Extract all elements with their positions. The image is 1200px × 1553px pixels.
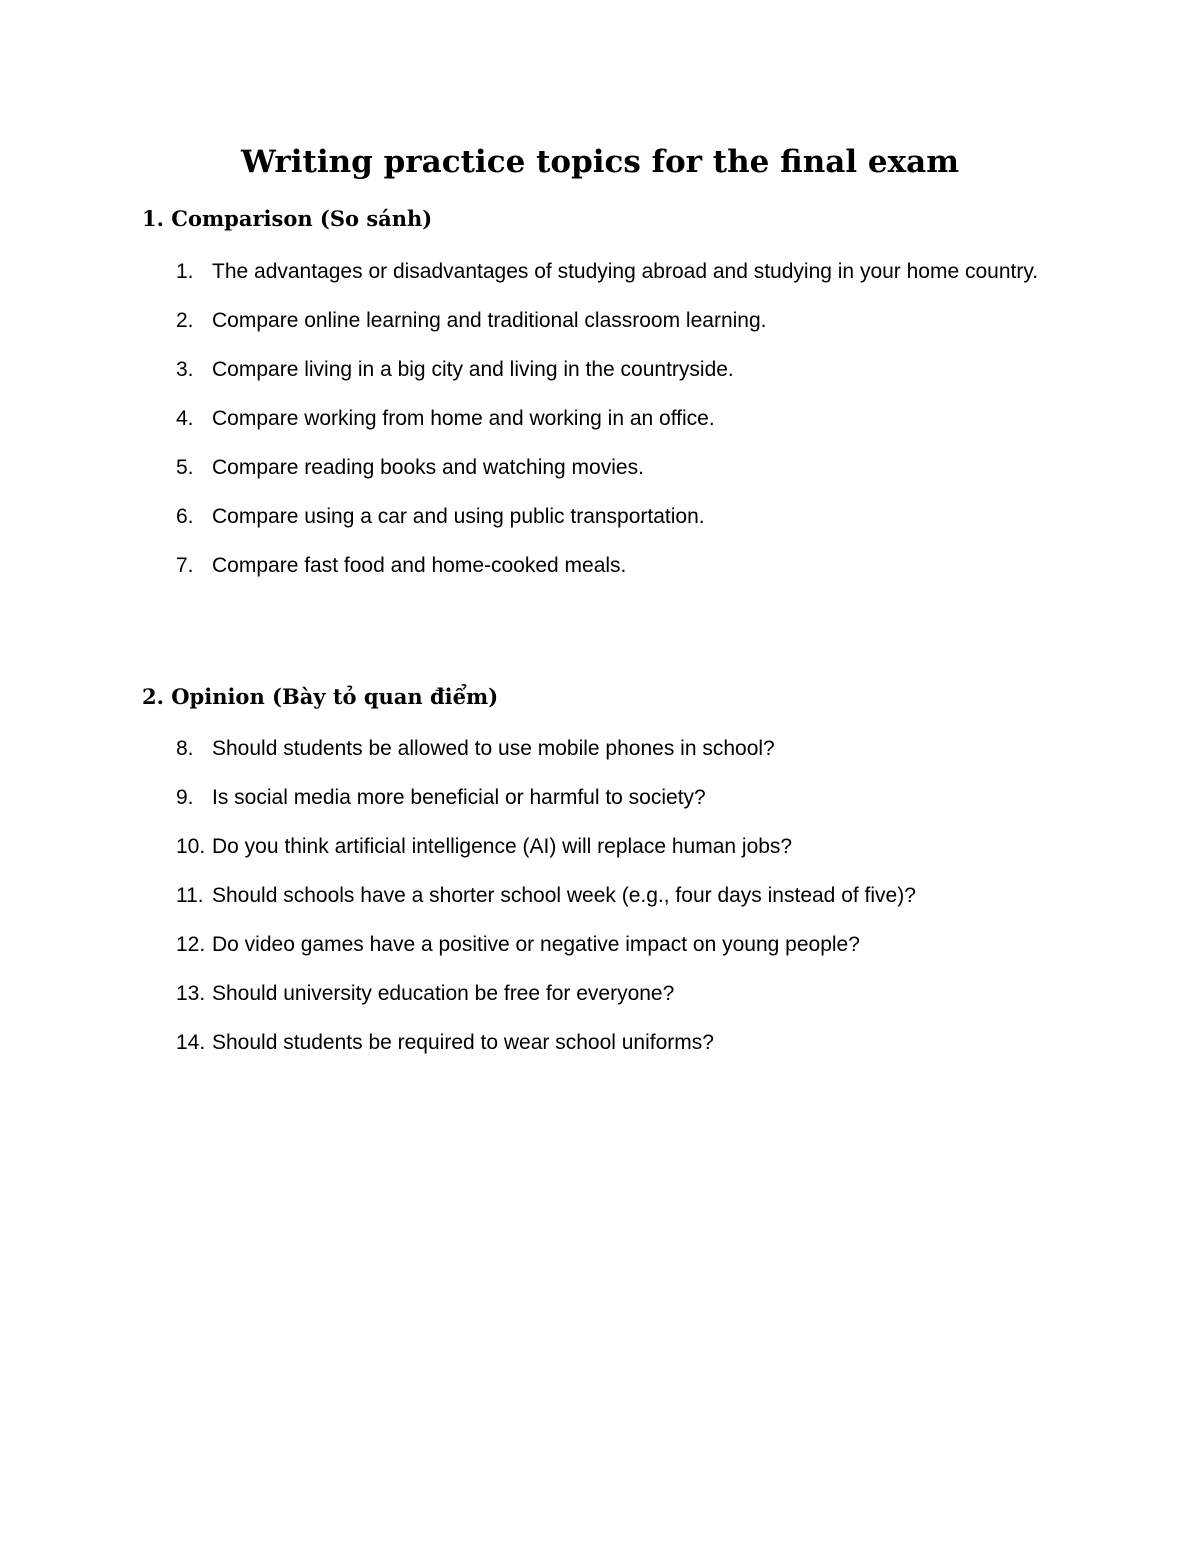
list-item (0, 830, 1200, 863)
item-text: Is social media more beneficial or harmful to society? (212, 786, 706, 809)
list-item (0, 500, 1200, 533)
item-number: 8. (176, 737, 194, 760)
list-item (0, 977, 1200, 1010)
item-text: Do video games have a positive or negative impact on young people? (212, 933, 860, 956)
list-item (0, 781, 1200, 814)
list-item (0, 549, 1200, 582)
list-item (0, 879, 1200, 912)
item-number: 5. (176, 456, 194, 479)
item-text: Compare online learning and traditional classroom learning. (212, 309, 767, 332)
item-text: Should students be allowed to use mobile phones in school? (212, 737, 775, 760)
item-number: 10. (176, 835, 206, 858)
item-text: The advantages or disadvantages of studying abroad and studying in your home country. (212, 260, 1039, 283)
item-number: 1. (176, 260, 194, 283)
item-text: Compare using a car and using public transportation. (212, 505, 705, 528)
section-heading-comparison: 1. Comparison (So sánh) (142, 206, 433, 231)
item-number: 4. (176, 407, 194, 430)
opinion-topic-list (0, 732, 1200, 1075)
list-item (0, 928, 1200, 961)
item-text: Compare fast food and home-cooked meals. (212, 554, 627, 577)
item-number: 14. (176, 1031, 206, 1054)
item-text: Should students be required to wear school uniforms? (212, 1031, 714, 1054)
list-item (0, 1026, 1200, 1059)
item-number: 7. (176, 554, 194, 577)
list-item (0, 255, 1200, 288)
item-number: 11. (176, 884, 204, 907)
list-item (0, 451, 1200, 484)
item-text: Compare working from home and working in an office. (212, 407, 715, 430)
item-text: Should schools have a shorter school week (e.g., four days instead of five)? (212, 884, 916, 907)
document-title: Writing practice topics for the final exam (241, 144, 959, 180)
item-text: Do you think artificial intelligence (AI) will replace human jobs? (212, 835, 793, 858)
list-item (0, 732, 1200, 765)
item-text: Compare reading books and watching movies. (212, 456, 644, 479)
list-item (0, 353, 1200, 386)
list-item (0, 402, 1200, 435)
item-text: Compare living in a big city and living in the countryside. (212, 358, 734, 381)
list-item (0, 304, 1200, 337)
item-number: 2. (176, 309, 194, 332)
item-number: 6. (176, 505, 194, 528)
item-text: Should university education be free for everyone? (212, 982, 675, 1005)
item-number: 12. (176, 933, 206, 956)
section-heading-opinion: 2. Opinion (Bày tỏ quan điểm) (142, 684, 499, 709)
item-number: 9. (176, 786, 194, 809)
item-number: 3. (176, 358, 194, 381)
comparison-topic-list (0, 255, 1200, 598)
item-number: 13. (176, 982, 206, 1005)
